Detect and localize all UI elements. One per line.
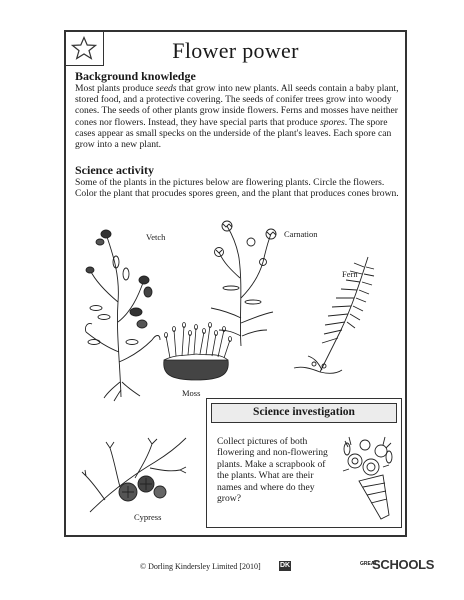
background-heading: Background knowledge xyxy=(75,69,196,83)
cypress-label: Cypress xyxy=(134,512,162,522)
fern-label: Fern xyxy=(342,269,358,279)
investigation-heading: Science investigation xyxy=(211,403,397,423)
investigation-box xyxy=(206,398,402,528)
worksheet xyxy=(64,30,407,537)
dk-logo: DK xyxy=(279,562,291,569)
vetch-label: Vetch xyxy=(146,232,166,242)
fern-illustration xyxy=(290,252,380,377)
greatschools-great: GREAT xyxy=(360,561,378,567)
activity-heading: Science activity xyxy=(75,163,154,177)
vetch-illustration xyxy=(76,222,166,402)
activity-paragraph: Some of the plants in the pictures below are flowering plants. Circle the flowers. Color the plant that procudes spores green, and the plant that produces cones brown. xyxy=(75,177,399,200)
moss-label: Moss xyxy=(182,388,201,398)
greatschools-logo xyxy=(360,557,434,572)
carnation-label: Carnation xyxy=(284,229,318,239)
cypress-illustration xyxy=(80,432,190,517)
copyright-text: © Dorling Kindersley Limited [2010] xyxy=(140,562,261,571)
greatschools-schools: SCHOOLS xyxy=(372,557,435,572)
moss-illustration xyxy=(156,322,236,382)
page-title: Flower power xyxy=(172,38,299,63)
footer xyxy=(0,557,464,576)
bouquet-illustration xyxy=(337,431,397,523)
investigation-text: Collect pictures of both flowering and non-flowering plants. Make a scrapbook of the plants. What are their names and where do they grow? xyxy=(217,436,328,505)
background-paragraph: Most plants produce seeds that grow into new plants. All seeds contain a baby plant, stored food, and a protective covering. The seeds of conifer trees grow into woody cones. The seeds of other plants grow inside flowers. Ferns and mosses have neither cones nor flowers. Instead, they have special parts that produce spores. The spore cases appear as small specks on the underside of the plant's leaves. Each spore can grow into a new plant. xyxy=(75,83,399,151)
